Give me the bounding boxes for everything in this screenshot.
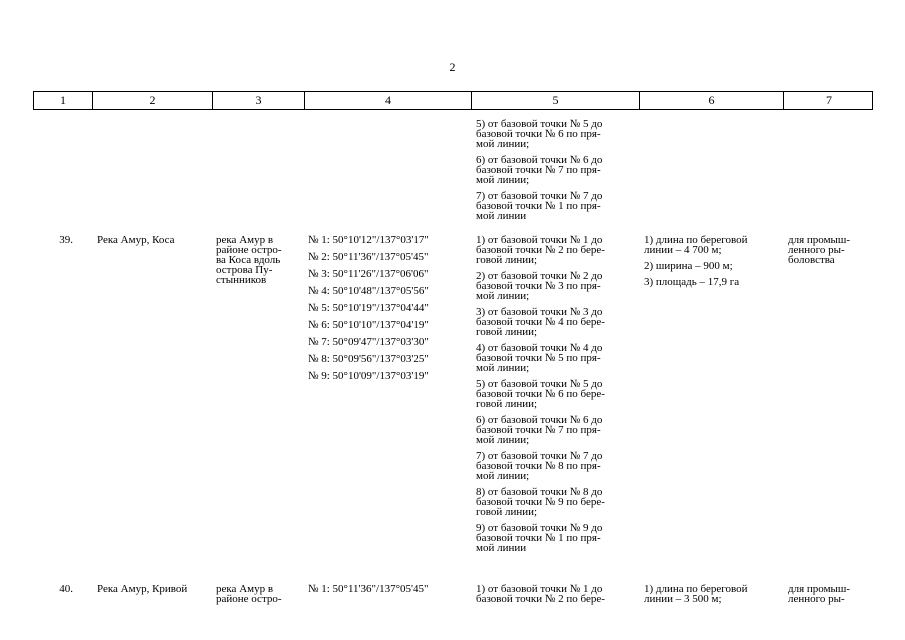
- boundary-segment: 7) от базовой точки № 7 до базовой точки № 1 по пря- мой линии: [476, 190, 603, 222]
- boundary-segment: 9) от базовой точки № 9 до базовой точки № 1 по пря- мой линии: [476, 522, 603, 554]
- coordinate-point: № 2: 50°11'36"/137°05'45": [308, 251, 429, 263]
- continuation-segments: [476, 119, 636, 227]
- row-39-name: Река Амур, Коса: [97, 234, 175, 246]
- row-39-number: 39.: [59, 234, 73, 246]
- coordinate-point: № 7: 50°09'47"/137°03'30": [308, 336, 429, 348]
- boundary-segment: 3) от базовой точки № 3 до базовой точки № 4 по бере- говой линии;: [476, 306, 605, 338]
- header-col-6: 6: [639, 92, 783, 109]
- row-40-parameters: [644, 584, 780, 610]
- coordinate-point: № 6: 50°10'10"/137°04'19": [308, 319, 429, 331]
- boundary-segment: 6) от базовой точки № 6 до базовой точки № 7 по пря- мой линии;: [476, 154, 603, 186]
- header-col-2: 2: [92, 92, 212, 109]
- row-39-parameters: [644, 235, 780, 293]
- row-40-number: 40.: [59, 583, 73, 595]
- row-39-coordinates: [308, 235, 470, 388]
- area-parameter: 1) длина по береговой линии – 4 700 м;: [644, 234, 748, 256]
- boundary-segment: 2) от базовой точки № 2 до базовой точки № 3 по пря- мой линии;: [476, 270, 603, 302]
- header-col-3: 3: [212, 92, 304, 109]
- boundary-segment: 6) от базовой точки № 6 до базовой точки № 7 по пря- мой линии;: [476, 414, 603, 446]
- coordinate-point: № 4: 50°10'48"/137°05'56": [308, 285, 429, 297]
- row-39-segments: [476, 235, 636, 559]
- area-parameter: 3) площадь – 17,9 га: [644, 276, 740, 288]
- boundary-segment: 4) от базовой точки № 4 до базовой точки № 5 по пря- мой линии;: [476, 342, 603, 374]
- coordinate-point: № 1: 50°10'12"/137°03'17": [308, 234, 429, 246]
- table-header-row: [33, 91, 873, 110]
- coordinate-point: № 5: 50°10'19"/137°04'44": [308, 302, 429, 314]
- boundary-segment: 7) от базовой точки № 7 до базовой точки № 8 по пря- мой линии;: [476, 450, 603, 482]
- row-40-segments: [476, 584, 636, 610]
- boundary-segment: 5) от базовой точки № 5 до базовой точки № 6 по пря- мой линии;: [476, 118, 603, 150]
- row-40-purpose: для промыш- ленного ры-: [788, 583, 851, 605]
- row-40-location: река Амур в районе остро-: [216, 583, 282, 605]
- row-39-purpose: для промыш- ленного ры- боловства: [788, 234, 851, 266]
- coordinate-point: № 8: 50°09'56"/137°03'25": [308, 353, 429, 365]
- row-40-name: Река Амур, Кривой: [97, 583, 188, 595]
- header-col-7: 7: [783, 92, 874, 109]
- header-col-4: 4: [304, 92, 471, 109]
- coordinate-point: № 9: 50°10'09"/137°03'19": [308, 370, 429, 382]
- boundary-segment: 1) от базовой точки № 1 до базовой точки № 2 по бере-: [476, 583, 605, 605]
- row-40-coordinates: [308, 584, 470, 601]
- header-col-1: 1: [60, 93, 66, 107]
- boundary-segment: 1) от базовой точки № 1 до базовой точки № 2 по бере- говой линии;: [476, 234, 605, 266]
- page-number: 2: [449, 60, 456, 74]
- coordinate-point: № 1: 50°11'36"/137°05'45": [308, 583, 429, 595]
- header-col-5: 5: [471, 92, 639, 109]
- row-39-location: река Амур в районе остро- ва Коса вдоль острова Пу- стынников: [216, 234, 282, 286]
- area-parameter: 1) длина по береговой линии – 3 500 м;: [644, 583, 748, 605]
- coordinate-point: № 3: 50°11'26"/137°06'06": [308, 268, 429, 280]
- area-parameter: 2) ширина – 900 м;: [644, 260, 733, 272]
- boundary-segment: 5) от базовой точки № 5 до базовой точки № 6 по бере- говой линии;: [476, 378, 605, 410]
- boundary-segment: 8) от базовой точки № 8 до базовой точки № 9 по бере- говой линии;: [476, 486, 605, 518]
